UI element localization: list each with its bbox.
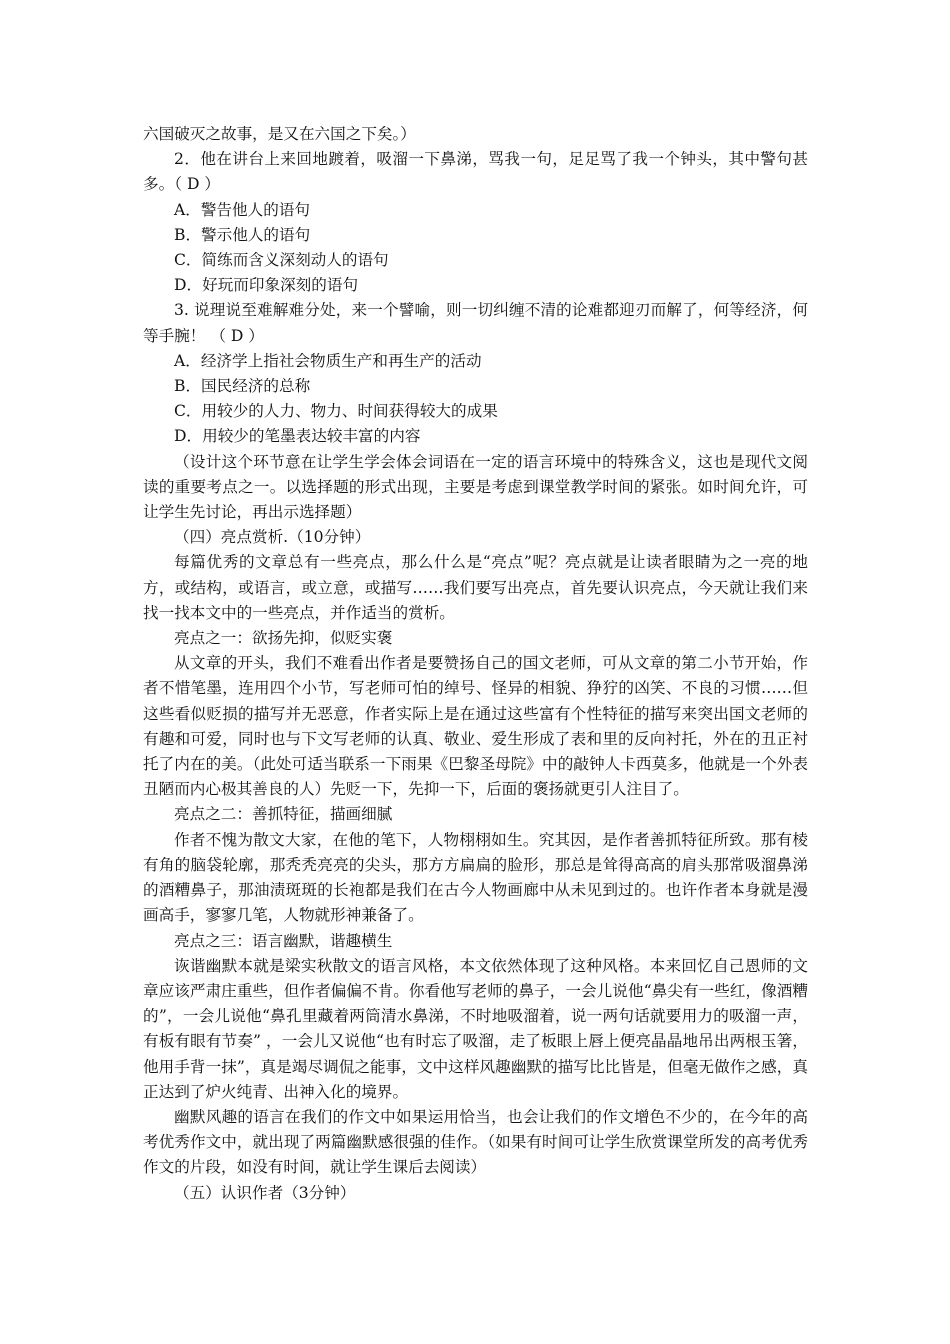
question-3: 3. 说理说至难解难分处，来一个譬喻，则一切纠缠不清的论难都迎刃而解了，何等经济，何等手腕！ （ D ） <box>143 301 808 345</box>
highlight-3-heading: 亮点之三：语言幽默，谐趣横生 <box>174 931 393 950</box>
paragraph-1: 六国破灭之故事，是又在六国之下矣。） <box>143 125 416 143</box>
option-2a: A．警告他人的语句 <box>174 200 311 219</box>
option-2c: C．简练而含义深刻动人的语句 <box>174 251 389 270</box>
option-2d: D．好玩而印象深刻的语句 <box>174 276 359 295</box>
section-heading-4: （四）亮点赏析.（10分钟） <box>174 528 371 547</box>
section-4-intro: 每篇优秀的文章总有一些亮点，那么什么是“亮点”呢？亮点就是让读者眼睛为之一亮的地方，或结构，或语言，或立意，或描写……我们要写出亮点，首先要认识亮点，今天就让我们来找一找本文中的一些亮点，并作适当的赏析。 <box>143 553 808 622</box>
humor-paragraph: 幽默风趣的语言在我们的作文中如果运用恰当，也会让我们的作文增色不少的，在今年的高考优秀作文中，就出现了两篇幽默感很强的佳作。（如果有时间可让学生欣赏课堂所发的高考优秀作文的片段，如没有时间，就让学生课后去阅读） <box>143 1107 808 1177</box>
option-3a: A．经济学上指社会物质生产和再生产的活动 <box>174 351 482 370</box>
highlight-1-body: 从文章的开头，我们不难看出作者是要赞扬自己的国文老师，可从文章的第二小节开始，作者不惜笔墨，连用四个小节，写老师可怕的绰号、怪异的相貌、狰狞的凶笑、不良的习惯……但这些看似贬损的描写并无恶意，作者实际上是在通过这些富有个性特征的描写来突出国文老师的有趣和可爱，同时也与下文写老师的认真、敬业、爱生形成了表和里的反向衬托，外在的丑正衬托了内在的美。（此处可适当联系一下雨果《巴黎圣母院》中的敲钟人卡西莫多，他就是一个外表丑陋而内心极其善良的人）先贬一下，先抑一下，后面的褒扬就更引人注目了。 <box>143 654 808 799</box>
highlight-2-body: 作者不愧为散文大家，在他的笔下，人物栩栩如生。究其因，是作者善抓特征所致。那有棱有角的脑袋轮廓，那秃秃亮亮的尖头，那方方扁扁的脸形，那总是耸得高高的肩头那常吸溜鼻涕的酒糟鼻子，那油渍斑斑的长袍都是我们在古今人物画廊中从未见到过的。也许作者本身就是漫画高手，寥寥几笔，人物就形神兼备了。 <box>143 830 808 925</box>
option-3c: C．用较少的人力、物力、时间获得较大的成果 <box>174 402 498 421</box>
highlight-2-heading: 亮点之二：善抓特征，描画细腻 <box>174 805 393 824</box>
option-3b: B．国民经济的总称 <box>174 377 311 396</box>
highlight-1-heading: 亮点之一：欲扬先抑，似贬实褒 <box>174 629 393 648</box>
section-heading-5: （五）认识作者（3分钟） <box>174 1183 356 1202</box>
question-2: 2．他在讲台上来回地踱着，吸溜一下鼻涕，骂我一句，足足骂了我一个钟头，其中警句甚多。（ D ） <box>143 150 808 194</box>
option-3d: D．用较少的笔墨表达较丰富的内容 <box>174 427 421 446</box>
design-note: （设计这个环节意在让学生学会体会词语在一定的语言环境中的特殊含义，这也是现代文阅读的重要考点之一。以选择题的形式出现，主要是考虑到课堂教学时间的紧张。如时间允许，可让学生先讨论，再出示选择题） <box>143 452 808 522</box>
option-2b: B．警示他人的语句 <box>174 225 311 244</box>
document-page <box>143 122 808 1206</box>
highlight-3-body: 诙谐幽默本就是梁实秋散文的语言风格，本文依然体现了这种风格。本来回忆自己恩师的文章应该严肃庄重些，但作者偏偏不肯。你看他写老师的鼻子，一会儿说他“鼻尖有一些红，像酒糟的”，一会儿说他“鼻孔里藏着两筒清水鼻涕，不时地吸溜着，说一两句话就要用力的吸溜一声，有板有眼有节奏” ，一会儿又说他“也有时忘了吸溜，走了板眼上唇上便亮晶晶地吊出两根玉箸，他用手背一抹”，真是竭尽调侃之能事，文中这样风趣幽默的描写比比皆是，但毫无做作之感，真正达到了炉火纯青、出神入化的境界。 <box>143 956 808 1101</box>
